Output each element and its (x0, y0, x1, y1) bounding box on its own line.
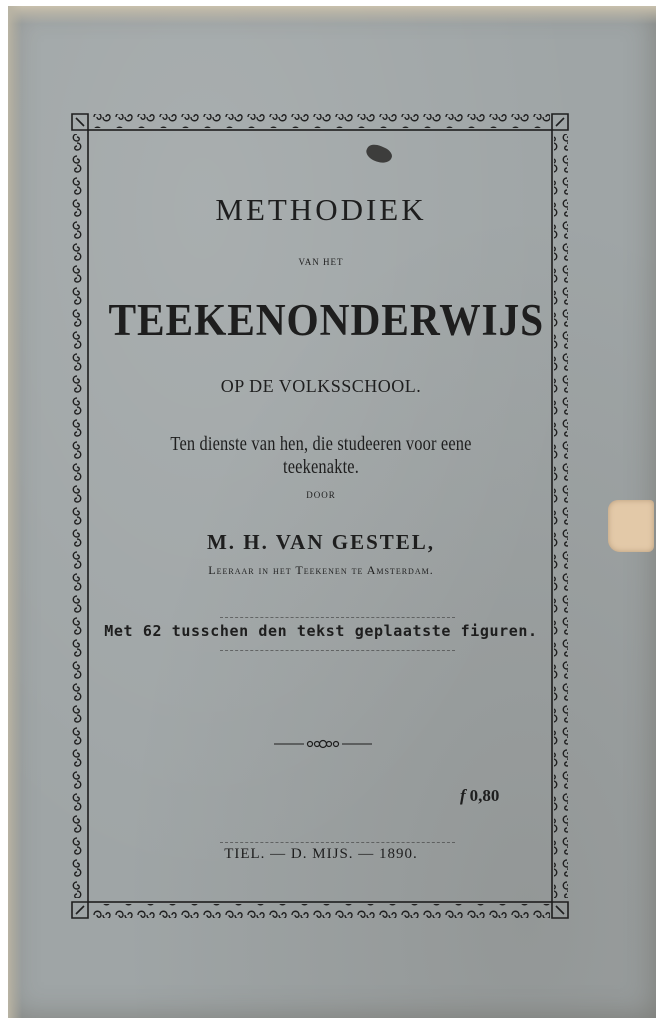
author-name: M. H. VAN GESTEL, (206, 530, 436, 554)
subtitle-volksschool: OP DE VOLKSSCHOOL. (220, 376, 422, 396)
byline-door: DOOR (306, 490, 336, 500)
wave-rule-bottom (220, 650, 455, 651)
torn-paper-patch (608, 500, 654, 552)
author-role: Leeraar in het Teekenen te Amsterdam. (208, 563, 434, 577)
tagline: Ten dienste van hen, die studeeren voor eene teekenakte. (170, 433, 472, 478)
decorative-flourish-icon (274, 737, 372, 751)
title-teekenonderwijs: TEEKENONDERWIJS (108, 295, 545, 345)
price-currency: f (460, 786, 466, 805)
title-connector: VAN HET (298, 257, 344, 267)
imprint: TIEL. — D. MIJS. — 1890. (224, 846, 418, 862)
paper-edge-left (8, 6, 22, 1018)
wave-rule-top (220, 617, 455, 618)
price-label (460, 786, 499, 806)
title-methodiek: METHODIEK (215, 192, 427, 227)
figures-note: Met 62 tusschen den tekst geplaatste figuren. (104, 622, 538, 640)
paper-edge-top (8, 6, 656, 24)
imprint-rule (220, 842, 455, 843)
price-value: 0,80 (469, 786, 500, 805)
